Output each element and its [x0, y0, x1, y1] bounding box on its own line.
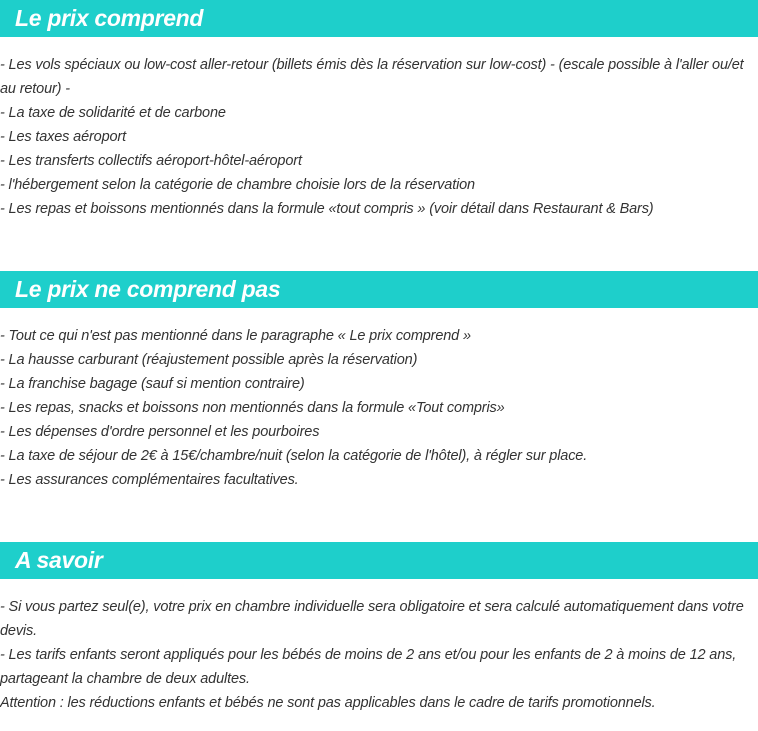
list-item: - La franchise bagage (sauf si mention contraire) — [0, 376, 305, 392]
section-title: Le prix ne comprend pas — [15, 276, 281, 302]
list-item: - Les tarifs enfants seront appliqués pour les bébés de moins de 2 ans et/ou pour les enfants de 2 à moins de 12 ans, — [0, 647, 737, 663]
list-item: - La hausse carburant (réajustement possible après la réservation) — [0, 352, 418, 368]
list-item: - Les repas, snacks et boissons non mentionnés dans la formule «Tout compris» — [0, 400, 505, 416]
list-item: - Les taxes aéroport — [0, 129, 126, 145]
list-item: - La taxe de séjour de 2€ à 15€/chambre/nuit (selon la catégorie de l'hôtel), à régler sur place. — [0, 448, 588, 464]
list-item: - La taxe de solidarité et de carbone — [0, 105, 226, 121]
list-item: - Les repas et boissons mentionnés dans la formule «tout compris » (voir détail dans Restaurant & Bars) — [0, 201, 654, 217]
list-item: au retour) - — [0, 81, 70, 97]
list-item: - Les transferts collectifs aéroport-hôtel-aéroport — [0, 153, 302, 169]
section-title: Le prix comprend — [15, 5, 204, 31]
good-to-know-list — [0, 595, 756, 715]
list-item: - Les assurances complémentaires facultatives. — [0, 472, 299, 488]
list-item: partageant la chambre de deux adultes. — [0, 671, 250, 687]
price-includes-list — [0, 53, 756, 221]
list-item: - Tout ce qui n'est pas mentionné dans le paragraphe « Le prix comprend » — [0, 328, 471, 344]
section-header-good-to-know — [0, 542, 758, 579]
list-item: - Si vous partez seul(e), votre prix en chambre individuelle sera obligatoire et sera calculé automatiquement dans votre — [0, 599, 744, 615]
section-header-price-includes — [0, 0, 758, 37]
list-item: - Les dépenses d'ordre personnel et les pourboires — [0, 424, 320, 440]
list-item: Attention : les réductions enfants et bébés ne sont pas applicables dans le cadre de tarifs promotionnels. — [0, 695, 656, 711]
list-item: - Les vols spéciaux ou low-cost aller-retour (billets émis dès la réservation sur low-cost) - (escale possible à l'aller ou/et — [0, 57, 744, 73]
section-header-price-excludes — [0, 271, 758, 308]
section-title: A savoir — [15, 547, 103, 573]
price-excludes-list — [0, 324, 756, 492]
list-item: - l'hébergement selon la catégorie de chambre choisie lors de la réservation — [0, 177, 475, 193]
list-item: devis. — [0, 623, 37, 639]
